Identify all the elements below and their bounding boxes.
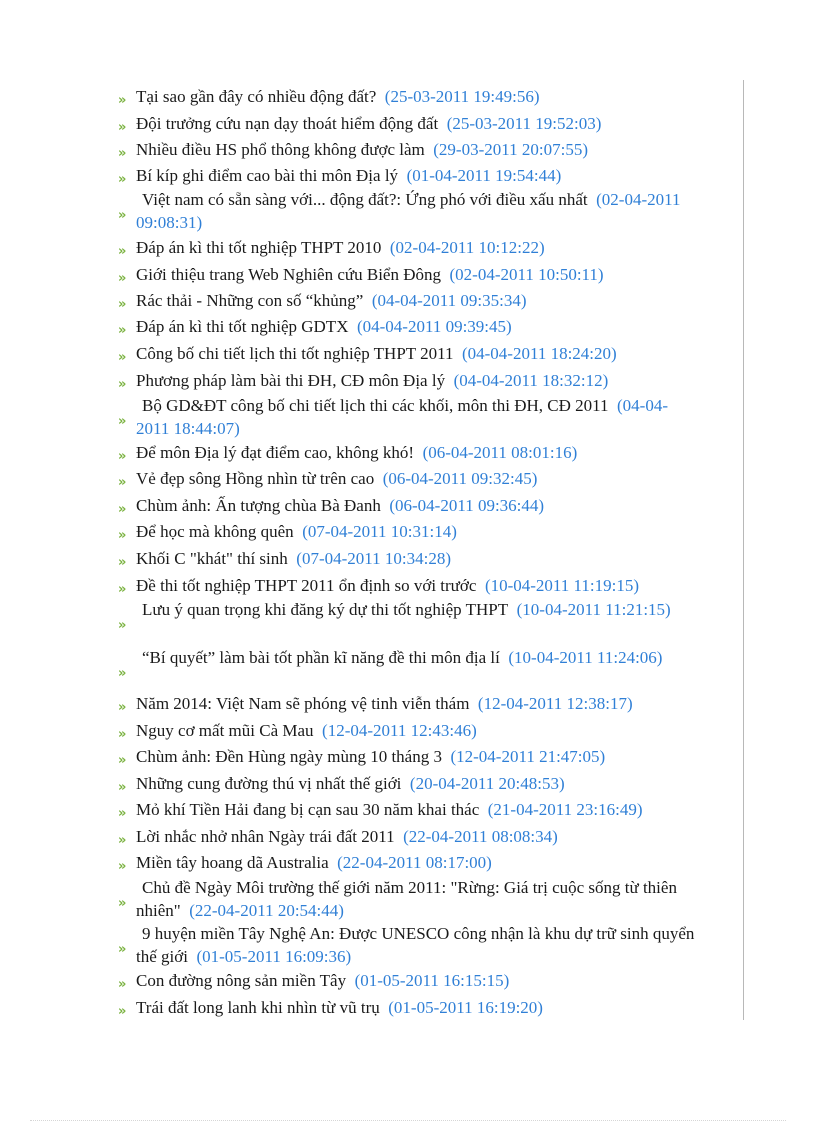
list-item-text <box>136 369 701 392</box>
article-date: (02-04-2011 09:08:31) <box>136 190 681 232</box>
list-item-text <box>136 969 701 992</box>
double-chevron-icon: » <box>118 806 125 821</box>
article-title-link[interactable]: Những cung đường thú vị nhất thế giới <box>136 774 402 793</box>
double-chevron-icon: » <box>118 727 125 742</box>
double-chevron-icon: » <box>118 555 125 570</box>
double-chevron-icon: » <box>118 323 125 338</box>
double-chevron-icon: » <box>118 244 125 259</box>
article-date: (22-04-2011 08:08:34) <box>403 827 558 846</box>
article-title-link[interactable]: Đề thi tốt nghiệp THPT 2011 ổn định so với trước <box>136 576 477 595</box>
list-item-text <box>136 851 701 874</box>
double-chevron-icon: » <box>118 942 125 957</box>
double-chevron-icon: » <box>118 297 125 312</box>
list-item-text <box>136 646 701 669</box>
article-date: (01-05-2011 16:09:36) <box>196 947 352 966</box>
list-item-text <box>136 996 701 1019</box>
article-date: (10-04-2011 11:19:15) <box>484 576 640 595</box>
article-title-link[interactable]: Khối C "khát" thí sinh <box>136 549 288 568</box>
article-date: (01-05-2011 16:15:15) <box>354 971 510 990</box>
article-title-link[interactable]: Đáp án kì thi tốt nghiệp GDTX <box>136 317 349 336</box>
double-chevron-icon: » <box>118 146 125 161</box>
article-date: (01-04-2011 19:54:44) <box>406 166 562 185</box>
article-date: (25-03-2011 19:49:56) <box>384 87 540 106</box>
article-date: (12-04-2011 12:38:17) <box>477 694 633 713</box>
list-item-text <box>136 692 701 715</box>
double-chevron-icon: » <box>118 780 125 795</box>
article-date: (07-04-2011 10:31:14) <box>302 522 457 541</box>
list-item-text <box>136 745 701 768</box>
double-chevron-icon: » <box>118 618 125 633</box>
article-title-link[interactable]: Lời nhắc nhở nhân Ngày trái đất 2011 <box>136 827 395 846</box>
article-date: (06-04-2011 09:36:44) <box>389 496 545 515</box>
double-chevron-icon: » <box>118 502 125 517</box>
article-title-link[interactable]: Đáp án kì thi tốt nghiệp THPT 2010 <box>136 238 382 257</box>
article-title-link[interactable]: Để môn Địa lý đạt điểm cao, không khó! <box>136 443 415 462</box>
article-date: (12-04-2011 12:43:46) <box>322 721 477 740</box>
article-title-link[interactable]: Mỏ khí Tiền Hải đang bị cạn sau 30 năm khai thác <box>136 800 480 819</box>
double-chevron-icon: » <box>118 582 125 597</box>
double-chevron-icon: » <box>118 120 125 135</box>
double-chevron-icon: » <box>118 208 125 223</box>
article-title-link[interactable]: Công bố chi tiết lịch thi tốt nghiệp THPT 2011 <box>136 344 454 363</box>
article-date: (02-04-2011 10:50:11) <box>449 265 604 284</box>
article-title-link[interactable]: Chùm ảnh: Đền Hùng ngày mùng 10 tháng 3 <box>136 747 442 766</box>
list-item-text <box>136 138 701 161</box>
double-chevron-icon: » <box>118 700 125 715</box>
article-title-link[interactable]: Bí kíp ghi điểm cao bài thi môn Địa lý <box>136 166 399 185</box>
article-title-link[interactable]: Bộ GD&ĐT công bố chi tiết lịch thi các khối, môn thi ĐH, CĐ 2011 <box>142 396 609 415</box>
double-chevron-icon: » <box>118 896 125 911</box>
double-chevron-icon: » <box>118 449 125 464</box>
article-date: (22-04-2011 20:54:44) <box>189 901 344 920</box>
article-date: (04-04-2011 18:44:07) <box>136 396 668 438</box>
double-chevron-icon: » <box>118 475 125 490</box>
article-title-link[interactable]: Rác thải - Những con số “khủng” <box>136 291 364 310</box>
article-title-link[interactable]: Nhiều điều HS phổ thông không được làm <box>136 140 425 159</box>
article-date: (07-04-2011 10:34:28) <box>296 549 451 568</box>
double-chevron-icon: » <box>118 93 125 108</box>
article-title-link[interactable]: Lưu ý quan trọng khi đăng ký dự thi tốt nghiệp THPT <box>142 600 509 619</box>
list-item-text <box>136 263 701 286</box>
article-date: (02-04-2011 10:12:22) <box>389 238 545 257</box>
article-title-link[interactable]: Chùm ảnh: Ấn tượng chùa Bà Đanh <box>136 496 381 515</box>
article-title-link[interactable]: Miền tây hoang dã Australia <box>136 853 329 872</box>
article-date: (01-05-2011 16:19:20) <box>388 998 543 1017</box>
article-title-link[interactable]: Năm 2014: Việt Nam sẽ phóng vệ tinh viễn thám <box>136 694 470 713</box>
double-chevron-icon: » <box>118 666 125 681</box>
article-date: (06-04-2011 09:32:45) <box>382 469 538 488</box>
list-item-text <box>136 236 701 259</box>
article-title-link[interactable]: Tại sao gần đây có nhiều động đất? <box>136 87 377 106</box>
list-item-text <box>136 520 701 543</box>
article-date: (10-04-2011 11:21:15) <box>516 600 671 619</box>
list-item-text <box>136 494 701 517</box>
list-item-text <box>136 574 701 597</box>
article-title-link[interactable]: Đội trưởng cứu nạn dạy thoát hiểm động đất <box>136 114 439 133</box>
list-item-text <box>136 772 701 795</box>
article-title-link[interactable]: 9 huyện miền Tây Nghệ An: Được UNESCO công nhận là khu dự trữ sinh quyển thế giới <box>136 924 695 966</box>
double-chevron-icon: » <box>118 528 125 543</box>
list-item-text <box>136 547 701 570</box>
article-date: (04-04-2011 09:35:34) <box>371 291 527 310</box>
article-title-link[interactable]: Phương pháp làm bài thi ĐH, CĐ môn Địa lý <box>136 371 446 390</box>
double-chevron-icon: » <box>118 414 125 429</box>
double-chevron-icon: » <box>118 271 125 286</box>
list-item-text <box>136 598 701 621</box>
article-title-link[interactable]: Vẻ đẹp sông Hồng nhìn từ trên cao <box>136 469 375 488</box>
double-chevron-icon: » <box>118 377 125 392</box>
list-item-text <box>136 85 701 108</box>
double-chevron-icon: » <box>118 859 125 874</box>
article-date: (21-04-2011 23:16:49) <box>487 800 643 819</box>
article-title-link[interactable]: Chủ đề Ngày Môi trường thế giới năm 2011: "Rừng: Giá trị cuộc sống từ thiên nhiên" <box>136 878 677 920</box>
article-title-link[interactable]: “Bí quyết” làm bài tốt phần kĩ năng đề thi môn địa lí <box>142 648 500 667</box>
article-date: (22-04-2011 08:17:00) <box>337 853 492 872</box>
article-title-link[interactable]: Để học mà không quên <box>136 522 294 541</box>
article-date: (20-04-2011 20:48:53) <box>409 774 565 793</box>
article-date: (12-04-2011 21:47:05) <box>450 747 606 766</box>
list-item-text <box>136 467 701 490</box>
double-chevron-icon: » <box>118 977 125 992</box>
list-item-text <box>136 441 701 464</box>
article-title-link[interactable]: Con đường nông sản miền Tây <box>136 971 347 990</box>
list-item-text <box>136 289 701 312</box>
article-date: (10-04-2011 11:24:06) <box>508 648 663 667</box>
article-title-link[interactable]: Giới thiệu trang Web Nghiên cứu Biển Đông <box>136 265 441 284</box>
double-chevron-icon: » <box>118 1004 125 1019</box>
double-chevron-icon: » <box>118 350 125 365</box>
article-date: (29-03-2011 20:07:55) <box>433 140 588 159</box>
double-chevron-icon: » <box>118 833 125 848</box>
double-chevron-icon: » <box>118 753 125 768</box>
list-item-text <box>136 112 701 135</box>
list-item-text <box>136 315 701 338</box>
article-title-link[interactable]: Nguy cơ mất mũi Cà Mau <box>136 721 314 740</box>
article-title-link[interactable]: Trái đất long lanh khi nhìn từ vũ trụ <box>136 998 380 1017</box>
list-item-text <box>136 164 701 187</box>
list-item-text <box>136 825 701 848</box>
article-title-link[interactable]: Việt nam có sẵn sàng với... động đất?: Ứng phó với điều xấu nhất <box>142 190 588 209</box>
list-item-text <box>136 394 701 440</box>
list-item-text <box>136 719 701 742</box>
list-item-text <box>136 188 701 234</box>
list-item-text <box>136 876 701 922</box>
list-item-text <box>136 922 701 968</box>
article-date: (04-04-2011 18:32:12) <box>453 371 609 390</box>
list-item-text <box>136 798 701 821</box>
article-date: (06-04-2011 08:01:16) <box>422 443 578 462</box>
article-date: (04-04-2011 09:39:45) <box>356 317 512 336</box>
article-date: (25-03-2011 19:52:03) <box>446 114 602 133</box>
double-chevron-icon: » <box>118 172 125 187</box>
list-item-text <box>136 342 701 365</box>
article-date: (04-04-2011 18:24:20) <box>461 344 617 363</box>
